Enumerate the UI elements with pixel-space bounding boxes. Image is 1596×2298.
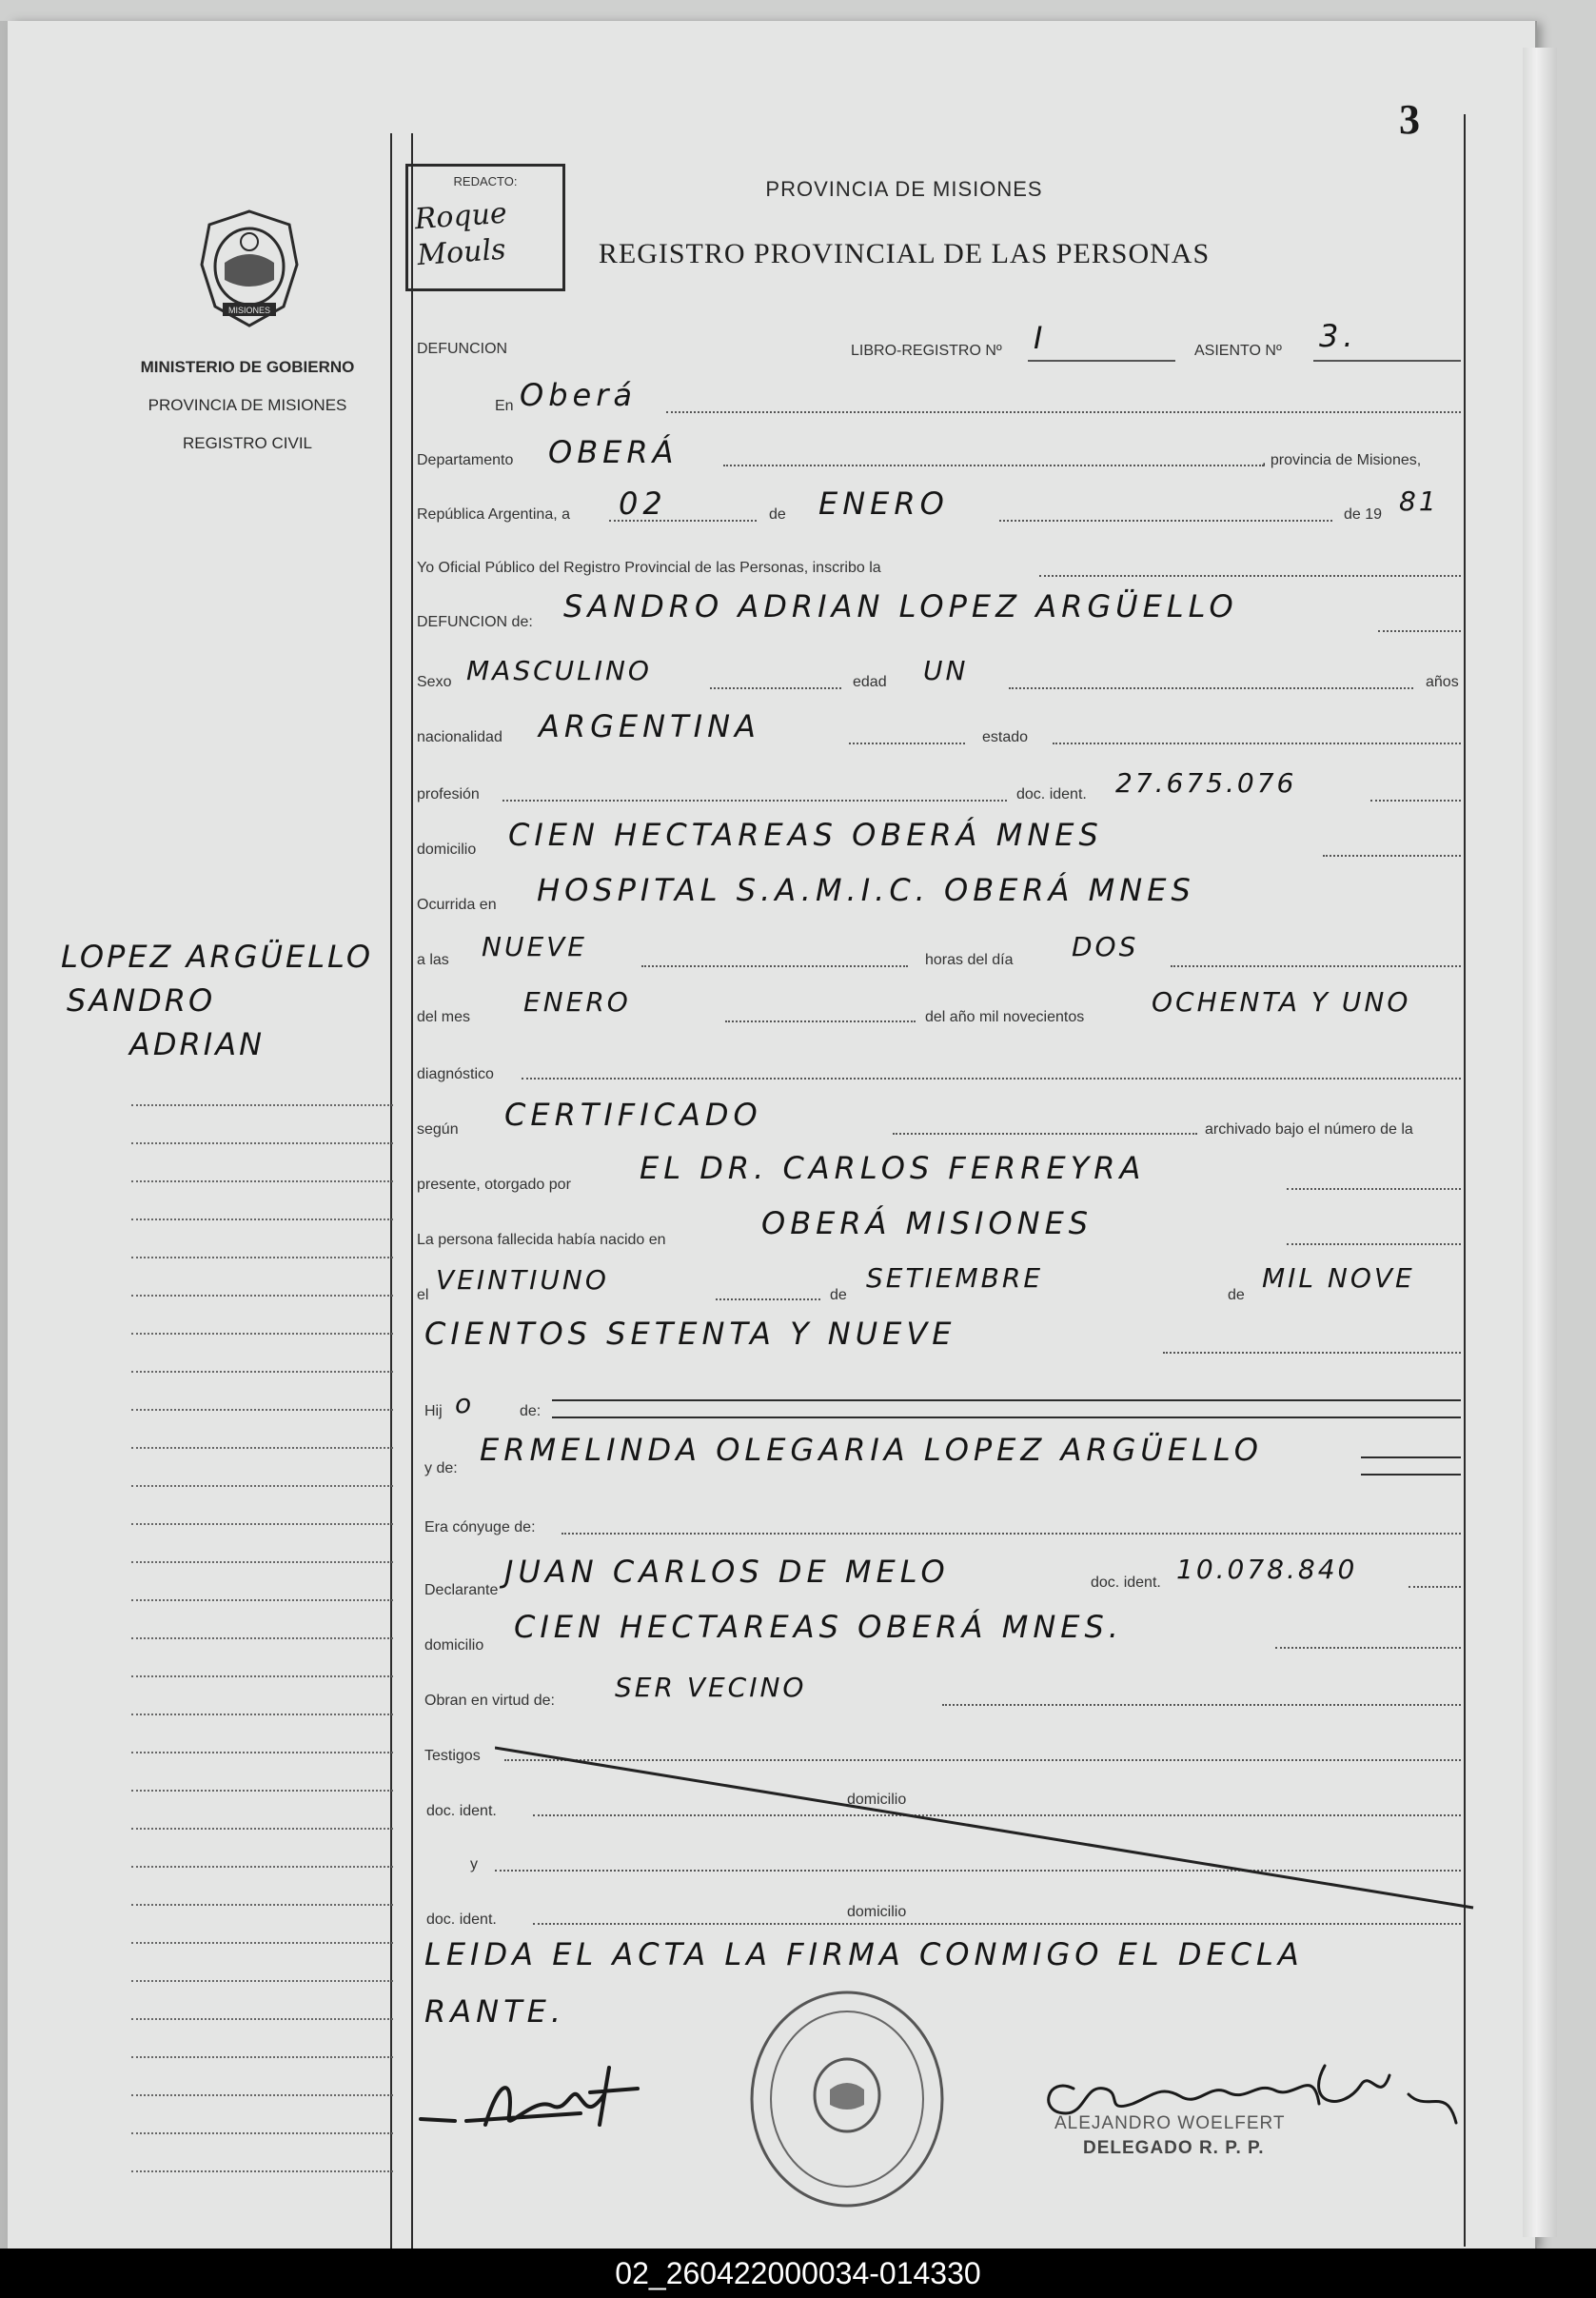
asiento-label: ASIENTO Nº (1194, 343, 1282, 359)
libro-label: LIBRO-REGISTRO Nº (851, 343, 1002, 359)
domicilio-label: domicilio (417, 842, 477, 858)
asiento-value: 3. (1319, 318, 1358, 354)
de19-label: de 19 (1344, 506, 1383, 523)
margin-annotation (61, 935, 413, 1066)
de-colon-label: de: (520, 1403, 542, 1419)
nacionalidad-value: ARGENTINA (539, 708, 760, 744)
left-margin-rule (390, 133, 392, 2256)
de-label-2: de (830, 1287, 847, 1303)
ministry-name: MINISTERIO DE GOBIERNO (140, 358, 355, 376)
decl-doc-value: 10.078.840 (1176, 1554, 1358, 1585)
defuncion-de-label: DEFUNCION de: (417, 614, 533, 630)
hij-label: Hij (424, 1403, 443, 1419)
y-de-label: y de: (424, 1460, 458, 1476)
oficial-label: Yo Oficial Público del Registro Provincial de las Personas, inscribo la (417, 560, 881, 576)
doc-label: doc. ident. (1016, 786, 1087, 802)
archivado-label: archivado bajo el número de la (1205, 1121, 1413, 1138)
domicilio-value: CIEN HECTAREAS OBERÁ MNES (508, 817, 1103, 853)
note-line1: LEIDA EL ACTA LA FIRMA CONMIGO EL DECLA (424, 1936, 1304, 1972)
del-ano-label: del año mil novecientos (925, 1009, 1085, 1025)
decl-doc-label: doc. ident. (1091, 1575, 1161, 1591)
edad-label: edad (853, 674, 887, 690)
page-edge (1523, 48, 1557, 2237)
estado-label: estado (982, 729, 1029, 745)
nacionalidad-label: nacionalidad (417, 729, 502, 745)
nac-dia-value: VEINTIUNO (436, 1264, 609, 1296)
obran-label: Obran en virtud de: (424, 1693, 555, 1709)
libro-value: I (1034, 320, 1048, 356)
testigos-label: Testigos (424, 1748, 481, 1764)
doc-value: 27.675.076 (1115, 767, 1297, 799)
declarant-signature-icon (409, 2058, 714, 2144)
republica-label: República Argentina, a (417, 506, 570, 523)
redacto-name-line2: Mouls (416, 232, 507, 273)
diagnostico-label: diagnóstico (417, 1066, 494, 1082)
profesion-label: profesión (417, 786, 480, 802)
province-seal-icon (190, 208, 308, 329)
departamento-label: Departamento (417, 452, 514, 468)
nac-ano2-value: CIENTOS SETENTA Y NUEVE (424, 1316, 956, 1352)
testigo2-doc-label: doc. ident. (426, 1912, 497, 1928)
el-label: el (417, 1287, 429, 1303)
image-id-footer: 02_260422000034-014330 (0, 2248, 1596, 2298)
defuncion-label: DEFUNCION (417, 341, 508, 357)
seal-label: MISIONES (227, 306, 271, 315)
nacido-label: La persona fallecida había nacido en (417, 1232, 666, 1248)
anos-label: años (1426, 674, 1459, 690)
a-las-label: a las (417, 952, 449, 968)
mes2-value: ENERO (523, 986, 631, 1018)
nac-mes-value: SETIEMBRE (866, 1262, 1044, 1294)
decl-domicilio-value: CIEN HECTAREAS OBERÁ MNES. (514, 1609, 1123, 1645)
nac-ano1-value: MIL NOVE (1262, 1262, 1415, 1294)
decl-domicilio-label: domicilio (424, 1637, 484, 1654)
redacto-name (414, 192, 562, 274)
header-registry: REGISTRO PROVINCIAL DE LAS PERSONAS (598, 238, 1211, 269)
y-label: y (470, 1856, 478, 1872)
hij-suffix: o (455, 1388, 475, 1419)
redacto-label: REDACTO: (453, 174, 518, 188)
provincia-label: , provincia de Misiones, (1262, 452, 1422, 468)
ministry-province: PROVINCIA DE MISIONES (148, 396, 347, 414)
dia-value: 02 (619, 485, 667, 522)
ocurrida-value: HOSPITAL S.A.M.I.C. OBERÁ MNES (537, 872, 1195, 908)
registry-stamp-icon (742, 1985, 952, 2213)
testigo1-domicilio-label: domicilio (847, 1792, 907, 1808)
horas-label: horas del día (925, 952, 1014, 968)
obran-value: SER VECINO (615, 1672, 807, 1703)
en-label: En (495, 398, 514, 414)
note-line2: RANTE. (424, 1993, 565, 2030)
header-province: PROVINCIA DE MISIONES (765, 177, 1043, 201)
fallecido-value: SANDRO ADRIAN LOPEZ ARGÜELLO (563, 588, 1238, 624)
edad-value: UN (923, 655, 969, 686)
madre-value: ERMELINDA OLEGARIA LOPEZ ARGÜELLO (480, 1432, 1263, 1468)
mes-value: ENERO (818, 485, 949, 522)
page-number: 3 (1399, 96, 1420, 143)
ocurrida-label: Ocurrida en (417, 897, 497, 913)
declarante-value: JUAN CARLOS DE MELO (504, 1554, 950, 1590)
departamento-value: OBERÁ (548, 434, 679, 470)
testigos-strike-line (495, 1746, 1475, 1936)
testigo1-doc-label: doc. ident. (426, 1803, 497, 1819)
segun-value: CERTIFICADO (504, 1097, 762, 1133)
presente-label: presente, otorgado por (417, 1177, 571, 1193)
ministry-block (105, 348, 390, 463)
margin-first-name: SANDRO (67, 982, 216, 1019)
ano-value: 81 (1399, 485, 1439, 517)
margin-middle-name: ADRIAN (129, 1026, 266, 1062)
conyuge-label: Era cónyuge de: (424, 1519, 536, 1535)
hora-value: NUEVE (482, 931, 587, 962)
inner-margin-rule (411, 133, 413, 2256)
delegate-name: ALEJANDRO WOELFERT (1054, 2113, 1286, 2133)
ano-letras-value: OCHENTA Y UNO (1152, 986, 1411, 1018)
redacto-name-line1: Roque (413, 196, 508, 237)
ministry-registry: REGISTRO CIVIL (182, 434, 313, 452)
delegate-title: DELEGADO R. P. P. (1083, 2138, 1265, 2158)
sexo-label: Sexo (417, 674, 452, 690)
testigo2-domicilio-label: domicilio (847, 1904, 907, 1920)
sexo-value: MASCULINO (466, 655, 652, 686)
dia-letras-value: DOS (1072, 931, 1139, 962)
otorgado-value: EL DR. CARLOS FERREYRA (640, 1150, 1146, 1186)
margin-surname: LOPEZ ARGÜELLO (61, 939, 374, 975)
redacto-box (405, 164, 565, 291)
segun-label: según (417, 1121, 459, 1138)
de-label: de (769, 506, 786, 523)
de-label-3: de (1228, 1287, 1245, 1303)
declarante-label: Declarante (424, 1582, 499, 1598)
del-mes-label: del mes (417, 1009, 471, 1025)
lugar-value: Oberá (520, 377, 637, 413)
nacido-en-value: OBERÁ MISIONES (761, 1205, 1094, 1241)
